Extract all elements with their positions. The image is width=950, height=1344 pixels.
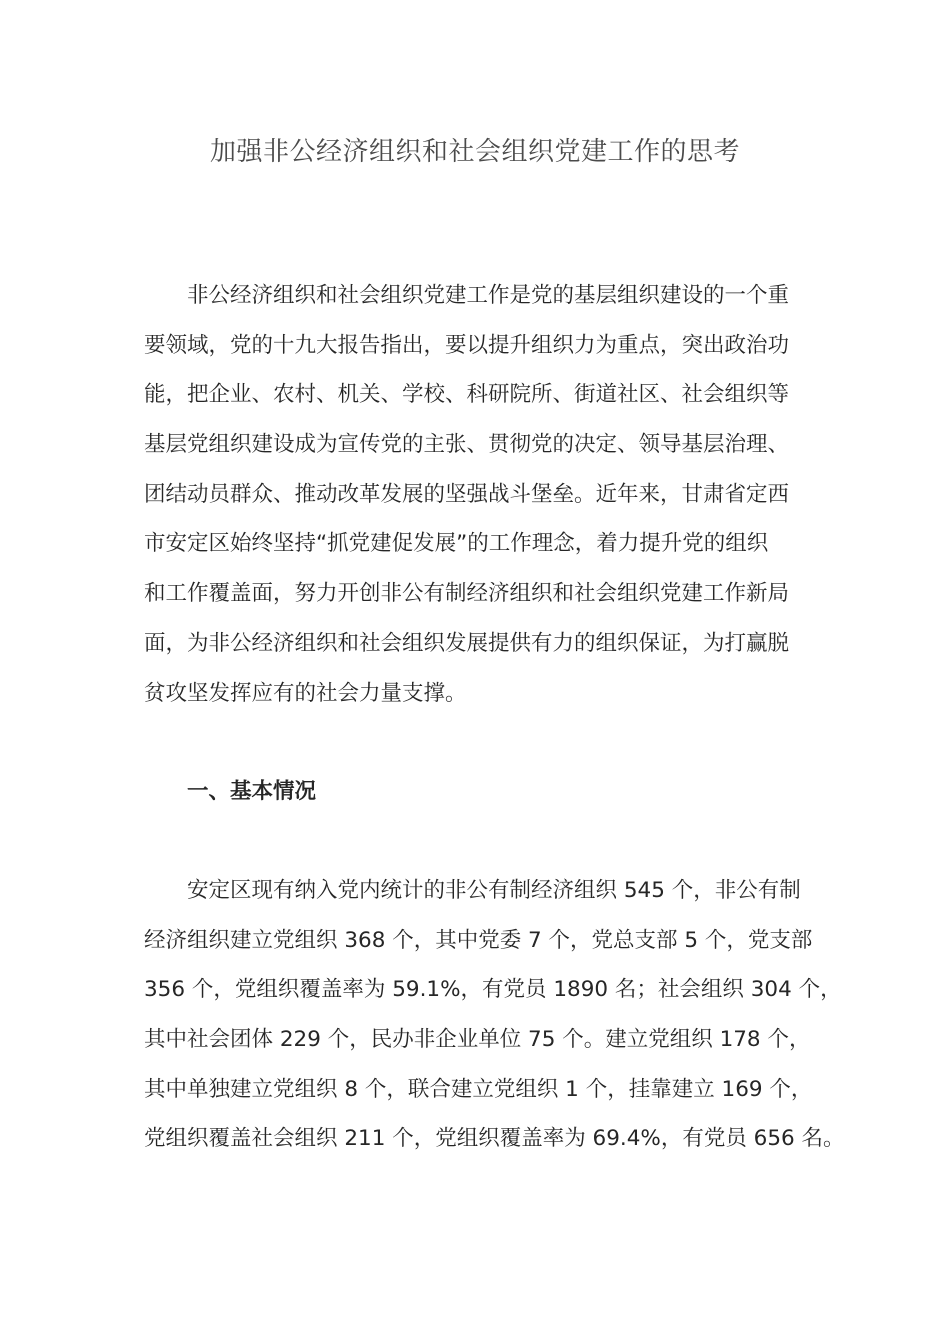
paragraph-line: 贫攻坚发挥应有的社会力量支撑。 [144, 680, 467, 706]
paragraph-line: 能，把企业、农村、机关、学校、科研院所、街道社区、社会组织等 [144, 382, 790, 408]
paragraph-line: 其中社会团体 229 个，民办非企业单位 75 个。建立党组织 178 个， [144, 1027, 811, 1053]
basic-situation-paragraph [144, 866, 845, 1164]
paragraph-line: 面，为非公经济组织和社会组织发展提供有力的组织保证，为打赢脱 [144, 630, 790, 656]
paragraph-line: 党组织覆盖社会组织 211 个，党组织覆盖率为 69.4%，有党员 656 名。 [144, 1126, 845, 1152]
paragraph-line: 基层党组织建设成为宣传党的主张、贯彻党的决定、领导基层治理、 [144, 432, 790, 458]
paragraph-line: 非公经济组织和社会组织党建工作是党的基层组织建设的一个重 [187, 283, 790, 308]
paragraph-line: 356 个，党组织覆盖率为 59.1%，有党员 1890 名；社会组织 304 个， [144, 977, 842, 1003]
paragraph-line: 和工作覆盖面，努力开创非公有制经济组织和社会组织党建工作新局 [144, 581, 790, 607]
paragraph-line: 其中单独建立党组织 8 个，联合建立党组织 1 个，挂靠建立 169 个， [144, 1076, 813, 1102]
paragraph-line: 市安定区始终坚持“抓党建促发展”的工作理念，着力提升党的组织 [144, 531, 769, 557]
section-heading-basic-situation: 一、基本情况 [187, 779, 317, 804]
paragraph-line: 团结动员群众、推动改革发展的坚强战斗堡垒。近年来，甘肃省定西 [144, 481, 790, 507]
paragraph-line: 安定区现有纳入党内统计的非公有制经济组织 545 个，非公有制 [187, 878, 801, 903]
intro-paragraph [144, 271, 804, 718]
paragraph-line: 要领域，党的十九大报告指出，要以提升组织力为重点，突出政治功 [144, 332, 790, 358]
document-title: 加强非公经济组织和社会组织党建工作的思考 [209, 137, 740, 167]
paragraph-line: 经济组织建立党组织 368 个，其中党委 7 个，党总支部 5 个，党支部 [144, 927, 813, 953]
